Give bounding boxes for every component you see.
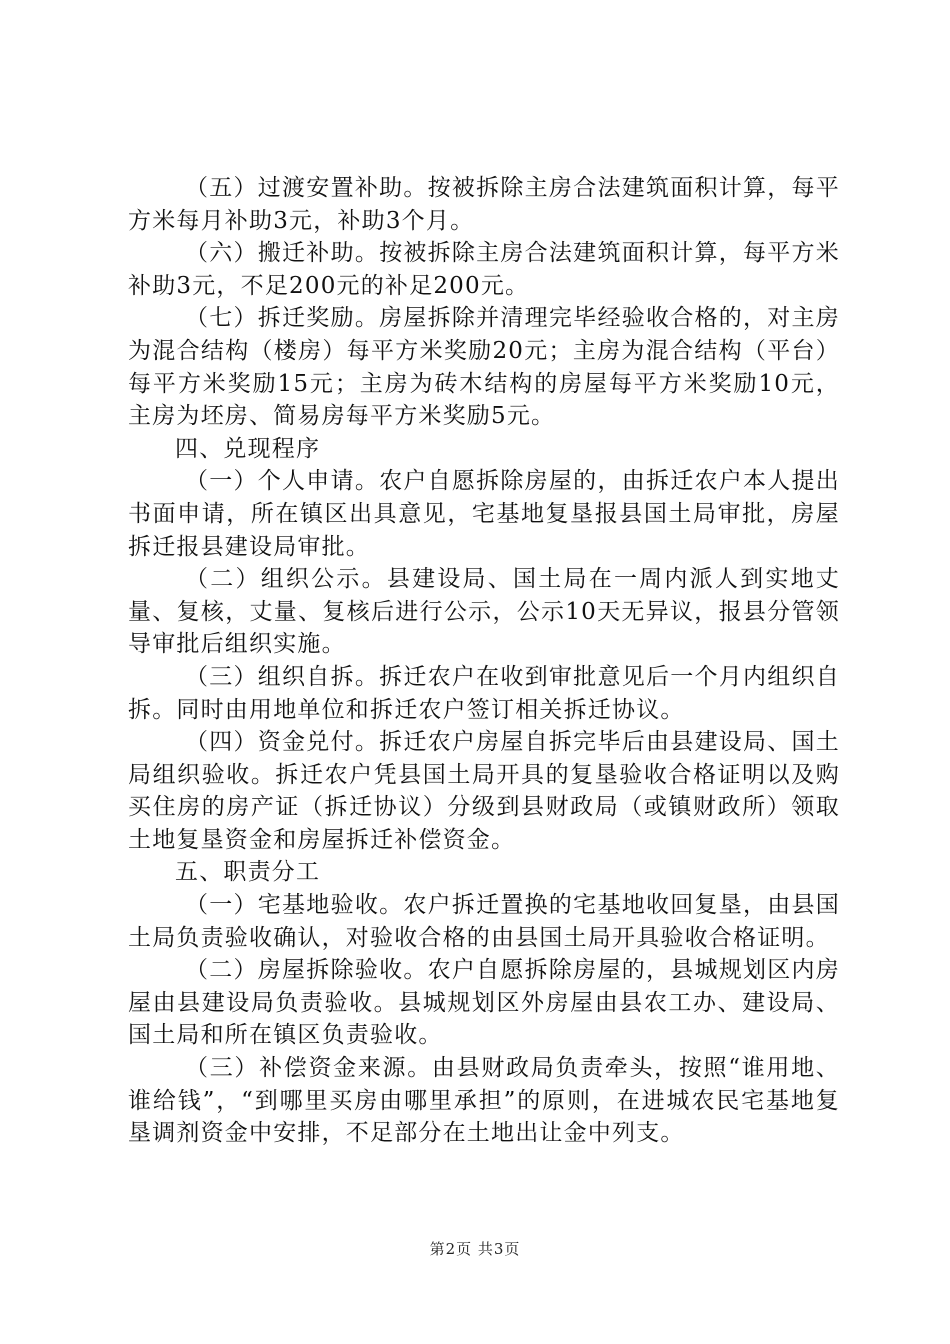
- paragraph-house-acceptance: （二）房屋拆除验收。农户自愿拆除房屋的，县城规划区内房屋由县建设局负责验收。县城规划区外房屋由县农工办、建设局、国土局和所在镇区负责验收。: [128, 957, 840, 1049]
- paragraph-public-notice: （二）组织公示。县建设局、国土局在一周内派人到实地丈量、复核，丈量、复核后进行公示，公示10天无异议，报县分管领导审批后组织实施。: [128, 566, 840, 658]
- document-body: [128, 172, 840, 1150]
- paragraph-personal-application: （一）个人申请。农户自愿拆除房屋的，由拆迁农户本人提出书面申请，所在镇区出具意见，宅基地复垦报县国土局审批，房屋拆迁报县建设局审批。: [128, 468, 840, 560]
- paragraph-self-demolition: （三）组织自拆。拆迁农户在收到审批意见后一个月内组织自拆。同时由用地单位和拆迁农户签订相关拆迁协议。: [128, 663, 840, 723]
- section-heading-responsibilities: 五、职责分工: [175, 859, 321, 886]
- paragraph-fund-source: （三）补偿资金来源。由县财政局负责牵头，按照“谁用地、谁给钱”，“到哪里买房由哪里承担”的原则，在进城农民宅基地复垦调剂资金中安排，不足部分在土地出让金中列支。: [128, 1055, 840, 1147]
- paragraph-moving-subsidy: （六）搬迁补助。按被拆除主房合法建筑面积计算，每平方米补助3元，不足200元的补足200元。: [128, 240, 840, 299]
- page-number-footer: 第2页 共3页: [429, 1240, 521, 1258]
- paragraph-homestead-acceptance: （一）宅基地验收。农户拆迁置换的宅基地收回复垦，由县国土局负责验收确认，对验收合格的由县国土局开具验收合格证明。: [128, 892, 840, 951]
- paragraph-demolition-reward: （七）拆迁奖励。房屋拆除并清理完毕经验收合格的，对主房为混合结构（楼房）每平方米奖励20元；主房为混合结构（平台）每平方米奖励15元；主房为砖木结构的房屋每平方米奖励10元，主房为坯房、简易房每平方米奖励5元。: [128, 305, 840, 430]
- paragraph-fund-payment: （四）资金兑付。拆迁农户房屋自拆完毕后由县建设局、国土局组织验收。拆迁农户凭县国土局开具的复垦验收合格证明以及购买住房的房产证（拆迁协议）分级到县财政局（或镇财政所）领取土地复垦资金和房屋拆迁补偿资金。: [128, 729, 840, 853]
- paragraph-transition-subsidy: （五）过渡安置补助。按被拆除主房合法建筑面积计算，每平方米每月补助3元，补助3个月。: [128, 175, 840, 234]
- section-heading-procedure: 四、兑现程序: [175, 435, 321, 462]
